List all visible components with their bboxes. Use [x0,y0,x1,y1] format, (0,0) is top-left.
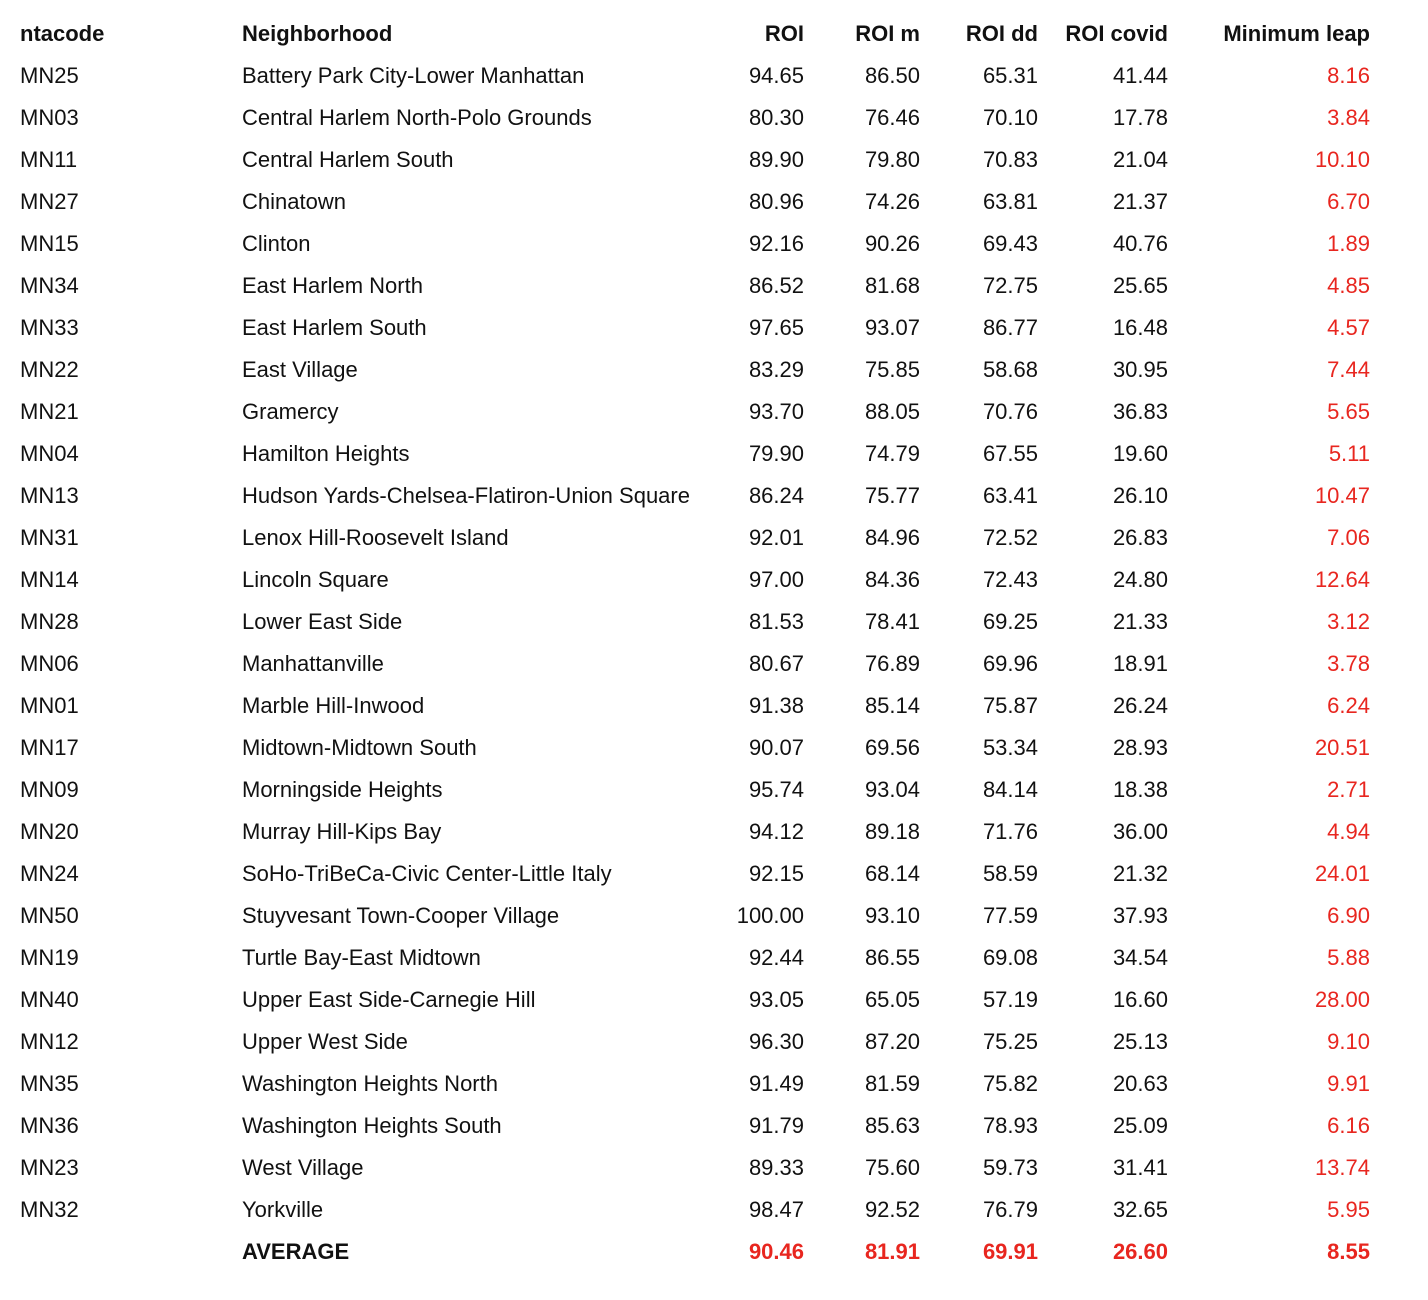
table-row [0,517,1428,559]
cell-roi-dd: 70.10 [982,105,1038,130]
cell-minimum-leap: 3.84 [1327,105,1370,130]
header-roi: ROI [764,21,804,46]
table-row [0,1105,1428,1147]
cell-roi-covid: 32.65 [1112,1197,1168,1222]
cell-minimum-leap: 6.16 [1327,1113,1370,1138]
cell-minimum-leap: 6.90 [1327,903,1370,928]
cell-roi-covid: 25.65 [1112,273,1168,298]
cell-minimum-leap: 5.88 [1327,945,1370,970]
cell-minimum-leap: 2.71 [1327,777,1370,802]
cell-roi: 94.65 [748,63,804,88]
cell-minimum-leap: 4.94 [1327,819,1370,844]
cell-minimum-leap: 5.65 [1327,399,1370,424]
cell-neighborhood: Lenox Hill-Roosevelt Island [242,525,509,550]
cell-roi-covid: 31.41 [1112,1155,1168,1180]
table-row [0,601,1428,643]
cell-roi: 96.30 [748,1029,804,1054]
cell-roi: 83.29 [748,357,804,382]
cell-roi-dd: 75.82 [982,1071,1038,1096]
cell-roi-dd: 72.75 [982,273,1038,298]
cell-neighborhood: Midtown-Midtown South [242,735,477,760]
cell-roi-dd: 86.77 [982,315,1038,340]
cell-ntacode: MN50 [20,903,79,928]
cell-roi-covid: 36.00 [1112,819,1168,844]
table-row [0,643,1428,685]
cell-roi: 91.79 [748,1113,804,1138]
cell-roi-m: 75.85 [864,357,920,382]
cell-roi-m: 76.89 [864,651,920,676]
cell-roi-dd: 69.08 [982,945,1038,970]
cell-roi: 81.53 [748,609,804,634]
table-row [0,265,1428,307]
cell-roi: 92.44 [748,945,804,970]
table-row [0,181,1428,223]
cell-minimum-leap: 7.44 [1327,357,1370,382]
cell-neighborhood: Marble Hill-Inwood [242,693,425,718]
cell-roi-covid: 21.37 [1112,189,1168,214]
cell-roi: 80.30 [748,105,804,130]
table-row [0,937,1428,979]
cell-roi-m: 84.36 [864,567,920,592]
table-row [0,727,1428,769]
cell-roi-dd: 58.59 [982,861,1038,886]
cell-roi-covid: 26.10 [1112,483,1168,508]
cell-roi-m: 81.68 [864,273,920,298]
cell-roi-covid: 25.09 [1112,1113,1168,1138]
table-row [0,895,1428,937]
cell-neighborhood: West Village [242,1155,364,1180]
cell-roi: 91.38 [748,693,804,718]
cell-neighborhood: Morningside Heights [242,777,443,802]
table-row [0,811,1428,853]
cell-roi: 92.15 [748,861,804,886]
cell-roi-covid: 41.44 [1112,63,1168,88]
cell-ntacode: MN23 [20,1155,79,1180]
cell-roi-covid: 16.60 [1112,987,1168,1012]
cell-roi-covid: 16.48 [1112,315,1168,340]
cell-roi-m: 89.18 [864,819,920,844]
cell-minimum-leap: 24.01 [1314,861,1370,886]
cell-roi-m: 84.96 [864,525,920,550]
cell-neighborhood: Battery Park City-Lower Manhattan [242,63,585,88]
cell-minimum-leap: 6.70 [1327,189,1370,214]
cell-roi-dd: 76.79 [982,1197,1038,1222]
average-row [0,1231,1428,1273]
table-row [0,1147,1428,1189]
header-ntacode: ntacode [20,21,105,46]
cell-roi-dd: 72.43 [982,567,1038,592]
header-minimum-leap: Minimum leap [1223,21,1370,46]
cell-roi-m: 93.10 [864,903,920,928]
cell-roi-dd: 69.25 [982,609,1038,634]
cell-minimum-leap: 28.00 [1314,987,1370,1012]
cell-roi: 80.96 [748,189,804,214]
cell-ntacode: MN12 [20,1029,79,1054]
average-roi: 90.46 [748,1239,804,1264]
cell-ntacode: MN31 [20,525,79,550]
cell-roi-covid: 24.80 [1112,567,1168,592]
cell-minimum-leap: 4.85 [1327,273,1370,298]
cell-roi: 98.47 [748,1197,804,1222]
header-neighborhood: Neighborhood [242,21,393,46]
cell-roi: 86.52 [748,273,804,298]
cell-minimum-leap: 1.89 [1327,231,1370,256]
cell-roi: 80.67 [748,651,804,676]
cell-ntacode: MN14 [20,567,79,592]
cell-ntacode: MN11 [20,147,78,172]
cell-roi-m: 93.04 [864,777,920,802]
cell-minimum-leap: 20.51 [1314,735,1370,760]
cell-roi-m: 88.05 [864,399,920,424]
table-row [0,1189,1428,1231]
cell-roi: 95.74 [748,777,804,802]
table-row [0,475,1428,517]
cell-roi: 92.16 [748,231,804,256]
cell-roi-covid: 20.63 [1112,1071,1168,1096]
cell-neighborhood: East Harlem South [242,315,427,340]
table-row [0,685,1428,727]
cell-ntacode: MN25 [20,63,79,88]
cell-neighborhood: SoHo-TriBeCa-Civic Center-Little Italy [242,861,612,886]
average-roi-dd: 69.91 [982,1239,1038,1264]
cell-ntacode: MN03 [20,105,79,130]
cell-roi-dd: 70.76 [982,399,1038,424]
cell-neighborhood: Turtle Bay-East Midtown [242,945,481,970]
cell-ntacode: MN04 [20,441,79,466]
cell-neighborhood: Upper West Side [242,1029,408,1054]
cell-roi-dd: 69.96 [982,651,1038,676]
cell-roi: 79.90 [748,441,804,466]
cell-roi-dd: 58.68 [982,357,1038,382]
table-row [0,979,1428,1021]
cell-roi-covid: 19.60 [1112,441,1168,466]
cell-roi-m: 65.05 [864,987,920,1012]
cell-roi-m: 78.41 [864,609,920,634]
cell-minimum-leap: 4.57 [1327,315,1370,340]
table-row [0,55,1428,97]
table-row [0,223,1428,265]
cell-roi-m: 74.79 [864,441,920,466]
cell-minimum-leap: 7.06 [1327,525,1370,550]
cell-roi-covid: 26.83 [1112,525,1168,550]
cell-neighborhood: Chinatown [242,189,346,214]
cell-ntacode: MN17 [20,735,79,760]
cell-minimum-leap: 9.91 [1327,1071,1370,1096]
cell-ntacode: MN09 [20,777,79,802]
cell-roi-m: 86.50 [864,63,920,88]
table-body [0,55,1428,1231]
cell-roi-covid: 25.13 [1112,1029,1168,1054]
cell-roi-covid: 30.95 [1112,357,1168,382]
cell-roi-m: 75.77 [864,483,920,508]
cell-ntacode: MN34 [20,273,79,298]
cell-neighborhood: Lincoln Square [242,567,389,592]
cell-minimum-leap: 9.10 [1327,1029,1370,1054]
cell-roi: 100.00 [736,903,804,928]
cell-roi-dd: 71.76 [982,819,1038,844]
table-row [0,853,1428,895]
cell-neighborhood: Yorkville [242,1197,324,1222]
cell-neighborhood: Stuyvesant Town-Cooper Village [242,903,560,928]
cell-roi-covid: 36.83 [1112,399,1168,424]
cell-roi-m: 81.59 [864,1071,920,1096]
cell-neighborhood: East Harlem North [242,273,423,298]
cell-roi-dd: 67.55 [982,441,1038,466]
cell-neighborhood: Lower East Side [242,609,403,634]
cell-neighborhood: Washington Heights South [242,1113,502,1138]
cell-roi-dd: 77.59 [982,903,1038,928]
cell-ntacode: MN36 [20,1113,79,1138]
cell-roi: 86.24 [748,483,804,508]
cell-roi-dd: 65.31 [982,63,1038,88]
cell-ntacode: MN19 [20,945,79,970]
cell-roi-covid: 28.93 [1112,735,1168,760]
table-row [0,139,1428,181]
cell-ntacode: MN21 [20,399,79,424]
header-roi-covid: ROI covid [1065,21,1168,46]
cell-roi: 89.90 [748,147,804,172]
table-row [0,769,1428,811]
average-minimum-leap: 8.55 [1327,1239,1370,1264]
cell-roi-m: 79.80 [864,147,920,172]
cell-roi-dd: 63.81 [982,189,1038,214]
cell-neighborhood: Hamilton Heights [242,441,410,466]
cell-minimum-leap: 10.47 [1314,483,1370,508]
cell-roi: 91.49 [748,1071,804,1096]
cell-roi-covid: 26.24 [1112,693,1168,718]
cell-minimum-leap: 5.11 [1328,441,1370,466]
cell-neighborhood: Washington Heights North [242,1071,498,1096]
cell-roi: 93.70 [748,399,804,424]
cell-roi-dd: 70.83 [982,147,1038,172]
cell-roi-m: 90.26 [864,231,920,256]
cell-roi-dd: 75.87 [982,693,1038,718]
cell-neighborhood: Manhattanville [242,651,384,676]
cell-roi-covid: 17.78 [1112,105,1168,130]
cell-neighborhood: Upper East Side-Carnegie Hill [242,987,536,1012]
cell-roi-dd: 72.52 [982,525,1038,550]
cell-ntacode: MN22 [20,357,79,382]
cell-ntacode: MN40 [20,987,79,1012]
cell-minimum-leap: 3.12 [1327,609,1370,634]
average-label: AVERAGE [242,1239,350,1264]
cell-roi-dd: 53.34 [982,735,1038,760]
cell-ntacode: MN15 [20,231,79,256]
table-row [0,307,1428,349]
table-row [0,1021,1428,1063]
cell-neighborhood: Gramercy [242,399,339,424]
table-row [0,391,1428,433]
cell-roi-covid: 21.32 [1112,861,1168,886]
cell-minimum-leap: 6.24 [1327,693,1370,718]
cell-minimum-leap: 12.64 [1314,567,1370,592]
cell-ntacode: MN35 [20,1071,79,1096]
cell-neighborhood: Hudson Yards-Chelsea-Flatiron-Union Square [242,483,690,508]
cell-neighborhood: Murray Hill-Kips Bay [242,819,442,844]
cell-roi-m: 76.46 [864,105,920,130]
cell-roi-covid: 34.54 [1112,945,1168,970]
cell-roi-dd: 69.43 [982,231,1038,256]
cell-roi-covid: 21.04 [1112,147,1168,172]
cell-roi: 89.33 [748,1155,804,1180]
cell-roi-m: 85.63 [864,1113,920,1138]
table-row [0,433,1428,475]
table-row [0,1063,1428,1105]
cell-ntacode: MN27 [20,189,79,214]
table-row [0,97,1428,139]
cell-roi-m: 75.60 [864,1155,920,1180]
cell-minimum-leap: 13.74 [1314,1155,1370,1180]
cell-roi-m: 85.14 [864,693,920,718]
cell-roi-m: 86.55 [864,945,920,970]
cell-roi: 92.01 [748,525,804,550]
cell-roi-m: 68.14 [864,861,920,886]
cell-ntacode: MN13 [20,483,79,508]
header-roi-m: ROI m [855,21,920,46]
cell-neighborhood: Central Harlem South [242,147,454,172]
roi-table [0,13,1428,1273]
cell-roi-dd: 75.25 [982,1029,1038,1054]
table-header [0,13,1428,55]
cell-minimum-leap: 5.95 [1327,1197,1370,1222]
cell-roi-m: 87.20 [864,1029,920,1054]
cell-ntacode: MN32 [20,1197,79,1222]
cell-ntacode: MN28 [20,609,79,634]
cell-minimum-leap: 10.10 [1314,147,1370,172]
average-roi-m: 81.91 [864,1239,920,1264]
cell-roi: 94.12 [748,819,804,844]
cell-roi: 93.05 [748,987,804,1012]
cell-roi-covid: 21.33 [1112,609,1168,634]
table-row [0,349,1428,391]
average-roi-covid: 26.60 [1112,1239,1168,1264]
cell-neighborhood: East Village [242,357,358,382]
cell-roi: 97.65 [748,315,804,340]
cell-roi-m: 69.56 [864,735,920,760]
cell-minimum-leap: 8.16 [1327,63,1370,88]
cell-roi-covid: 18.38 [1112,777,1168,802]
table-row [0,559,1428,601]
cell-roi-dd: 78.93 [982,1113,1038,1138]
cell-roi-covid: 18.91 [1112,651,1168,676]
cell-ntacode: MN24 [20,861,79,886]
cell-roi-m: 93.07 [864,315,920,340]
cell-ntacode: MN33 [20,315,79,340]
cell-neighborhood: Clinton [242,231,311,256]
cell-roi-dd: 84.14 [982,777,1038,802]
cell-neighborhood: Central Harlem North-Polo Grounds [242,105,592,130]
cell-roi-dd: 59.73 [982,1155,1038,1180]
cell-ntacode: MN01 [20,693,79,718]
cell-ntacode: MN06 [20,651,79,676]
header-roi-dd: ROI dd [965,21,1038,46]
cell-minimum-leap: 3.78 [1327,651,1370,676]
cell-ntacode: MN20 [20,819,79,844]
cell-roi-m: 92.52 [864,1197,920,1222]
cell-roi-covid: 40.76 [1112,231,1168,256]
cell-roi: 97.00 [748,567,804,592]
cell-roi-m: 74.26 [864,189,920,214]
cell-roi-covid: 37.93 [1112,903,1168,928]
cell-roi-dd: 63.41 [982,483,1038,508]
cell-roi: 90.07 [748,735,804,760]
cell-roi-dd: 57.19 [982,987,1038,1012]
